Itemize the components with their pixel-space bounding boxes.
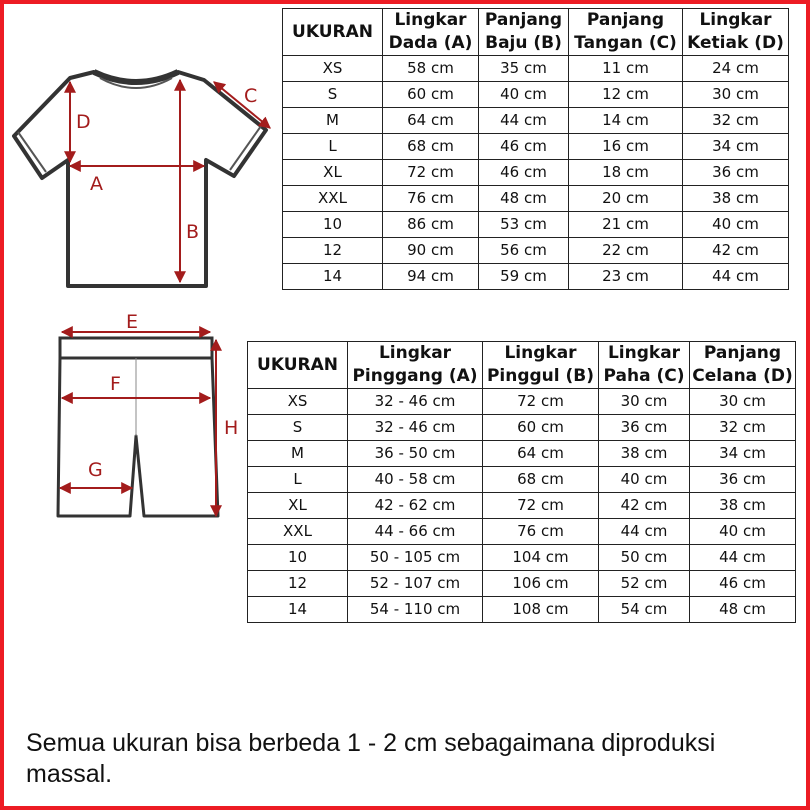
label-g: G bbox=[88, 459, 103, 481]
label-c: C bbox=[244, 85, 258, 107]
measurement-cell: 32 - 46 cm bbox=[348, 415, 483, 441]
measurement-cell: 32 cm bbox=[690, 415, 796, 441]
header-chest: Lingkar Dada (A) bbox=[383, 9, 479, 56]
measurement-cell: 21 cm bbox=[569, 212, 683, 238]
table-row bbox=[248, 467, 796, 493]
size-cell: S bbox=[248, 415, 348, 441]
measurement-cell: 14 cm bbox=[569, 108, 683, 134]
measurement-cell: 44 cm bbox=[683, 264, 789, 290]
table-row bbox=[248, 415, 796, 441]
size-cell: M bbox=[248, 441, 348, 467]
measurement-cell: 30 cm bbox=[599, 389, 690, 415]
measurement-cell: 38 cm bbox=[599, 441, 690, 467]
table-header-row bbox=[248, 342, 796, 389]
measurement-cell: 54 - 110 cm bbox=[348, 597, 483, 623]
tshirt-outline bbox=[14, 72, 266, 286]
header-length: Panjang Baju (B) bbox=[479, 9, 569, 56]
measurement-cell: 72 cm bbox=[483, 493, 599, 519]
measurement-cell: 59 cm bbox=[479, 264, 569, 290]
table-row bbox=[283, 108, 789, 134]
header-hip: Lingkar Pinggul (B) bbox=[483, 342, 599, 389]
measurement-cell: 40 cm bbox=[683, 212, 789, 238]
label-b: B bbox=[186, 221, 200, 243]
measurement-cell: 54 cm bbox=[599, 597, 690, 623]
measurement-cell: 53 cm bbox=[479, 212, 569, 238]
table-row bbox=[283, 134, 789, 160]
measurement-cell: 46 cm bbox=[479, 160, 569, 186]
footnote-text: Semua ukuran bisa berbeda 1 - 2 cm sebagaimana diproduksi massal. bbox=[26, 729, 716, 788]
label-f: F bbox=[110, 373, 121, 395]
size-cell: 14 bbox=[248, 597, 348, 623]
measurement-cell: 44 cm bbox=[690, 545, 796, 571]
shorts-diagram bbox=[40, 306, 250, 536]
table-row bbox=[248, 571, 796, 597]
header-waist: Lingkar Pinggang (A) bbox=[348, 342, 483, 389]
measurement-cell: 108 cm bbox=[483, 597, 599, 623]
measurement-cell: 56 cm bbox=[479, 238, 569, 264]
table-row bbox=[248, 441, 796, 467]
size-cell: L bbox=[248, 467, 348, 493]
table-row bbox=[283, 82, 789, 108]
measurement-cell: 90 cm bbox=[383, 238, 479, 264]
measurement-cell: 40 cm bbox=[690, 519, 796, 545]
measurement-cell: 30 cm bbox=[690, 389, 796, 415]
table-header-row bbox=[283, 9, 789, 56]
measurement-cell: 38 cm bbox=[690, 493, 796, 519]
measurement-cell: 34 cm bbox=[690, 441, 796, 467]
measurement-cell: 34 cm bbox=[683, 134, 789, 160]
label-h: H bbox=[224, 417, 239, 439]
size-cell: XL bbox=[248, 493, 348, 519]
table-row bbox=[248, 389, 796, 415]
measurement-cell: 40 - 58 cm bbox=[348, 467, 483, 493]
measurement-cell: 86 cm bbox=[383, 212, 479, 238]
size-cell: XXL bbox=[248, 519, 348, 545]
measurement-cell: 36 cm bbox=[599, 415, 690, 441]
size-cell: L bbox=[283, 134, 383, 160]
shorts-size-table bbox=[247, 341, 796, 623]
size-cell: M bbox=[283, 108, 383, 134]
table-row bbox=[283, 264, 789, 290]
table-row bbox=[283, 238, 789, 264]
measurement-cell: 64 cm bbox=[383, 108, 479, 134]
table-row bbox=[283, 56, 789, 82]
measurement-cell: 36 cm bbox=[683, 160, 789, 186]
tshirt-diagram bbox=[8, 66, 278, 296]
measurement-cell: 12 cm bbox=[569, 82, 683, 108]
header-ukuran: UKURAN bbox=[248, 342, 348, 389]
header-thigh: Lingkar Paha (C) bbox=[599, 342, 690, 389]
measurement-cell: 35 cm bbox=[479, 56, 569, 82]
measurement-cell: 42 - 62 cm bbox=[348, 493, 483, 519]
measurement-cell: 11 cm bbox=[569, 56, 683, 82]
size-cell: XL bbox=[283, 160, 383, 186]
table-row bbox=[283, 160, 789, 186]
measurement-cell: 68 cm bbox=[383, 134, 479, 160]
table-row bbox=[283, 186, 789, 212]
size-cell: 12 bbox=[248, 571, 348, 597]
measurement-cell: 23 cm bbox=[569, 264, 683, 290]
measurement-cell: 58 cm bbox=[383, 56, 479, 82]
measurement-cell: 48 cm bbox=[479, 186, 569, 212]
shorts-table-body bbox=[248, 389, 796, 623]
size-cell: 12 bbox=[283, 238, 383, 264]
table-row bbox=[248, 519, 796, 545]
header-ukuran: UKURAN bbox=[283, 9, 383, 56]
measurement-cell: 46 cm bbox=[479, 134, 569, 160]
label-a: A bbox=[90, 173, 103, 195]
measurement-cell: 16 cm bbox=[569, 134, 683, 160]
measurement-cell: 32 cm bbox=[683, 108, 789, 134]
measurement-cell: 72 cm bbox=[483, 389, 599, 415]
measurement-cell: 40 cm bbox=[479, 82, 569, 108]
table-row bbox=[248, 597, 796, 623]
shirt-table-body bbox=[283, 56, 789, 290]
measurement-cell: 36 - 50 cm bbox=[348, 441, 483, 467]
measurement-cell: 60 cm bbox=[483, 415, 599, 441]
measurement-cell: 20 cm bbox=[569, 186, 683, 212]
measurement-cell: 32 - 46 cm bbox=[348, 389, 483, 415]
shorts-waistband bbox=[60, 338, 212, 358]
measurement-cell: 76 cm bbox=[483, 519, 599, 545]
measurement-cell: 52 cm bbox=[599, 571, 690, 597]
measurement-cell: 106 cm bbox=[483, 571, 599, 597]
size-cell: 10 bbox=[283, 212, 383, 238]
size-cell: 14 bbox=[283, 264, 383, 290]
measurement-cell: 44 cm bbox=[479, 108, 569, 134]
measurement-cell: 22 cm bbox=[569, 238, 683, 264]
measurement-cell: 50 cm bbox=[599, 545, 690, 571]
measurement-cell: 76 cm bbox=[383, 186, 479, 212]
measurement-cell: 44 - 66 cm bbox=[348, 519, 483, 545]
shirt-size-table bbox=[282, 8, 789, 290]
measurement-cell: 46 cm bbox=[690, 571, 796, 597]
measurement-cell: 36 cm bbox=[690, 467, 796, 493]
measurement-cell: 42 cm bbox=[599, 493, 690, 519]
measurement-cell: 104 cm bbox=[483, 545, 599, 571]
measurement-cell: 94 cm bbox=[383, 264, 479, 290]
label-d: D bbox=[76, 111, 91, 133]
measurement-cell: 50 - 105 cm bbox=[348, 545, 483, 571]
measurement-cell: 72 cm bbox=[383, 160, 479, 186]
size-cell: XS bbox=[283, 56, 383, 82]
header-pants-length: Panjang Celana (D) bbox=[690, 342, 796, 389]
measurement-cell: 40 cm bbox=[599, 467, 690, 493]
measurement-cell: 48 cm bbox=[690, 597, 796, 623]
header-sleeve: Panjang Tangan (C) bbox=[569, 9, 683, 56]
size-cell: 10 bbox=[248, 545, 348, 571]
size-cell: XXL bbox=[283, 186, 383, 212]
table-row bbox=[248, 545, 796, 571]
measurement-cell: 18 cm bbox=[569, 160, 683, 186]
shorts-outline bbox=[58, 358, 218, 516]
measurement-cell: 52 - 107 cm bbox=[348, 571, 483, 597]
measurement-cell: 68 cm bbox=[483, 467, 599, 493]
measurement-cell: 44 cm bbox=[599, 519, 690, 545]
table-row bbox=[283, 212, 789, 238]
header-armpit: Lingkar Ketiak (D) bbox=[683, 9, 789, 56]
measurement-cell: 42 cm bbox=[683, 238, 789, 264]
size-cell: XS bbox=[248, 389, 348, 415]
size-cell: S bbox=[283, 82, 383, 108]
measurement-cell: 24 cm bbox=[683, 56, 789, 82]
measurement-cell: 38 cm bbox=[683, 186, 789, 212]
table-row bbox=[248, 493, 796, 519]
label-e: E bbox=[126, 311, 139, 333]
measurement-cell: 30 cm bbox=[683, 82, 789, 108]
measurement-cell: 60 cm bbox=[383, 82, 479, 108]
measurement-cell: 64 cm bbox=[483, 441, 599, 467]
